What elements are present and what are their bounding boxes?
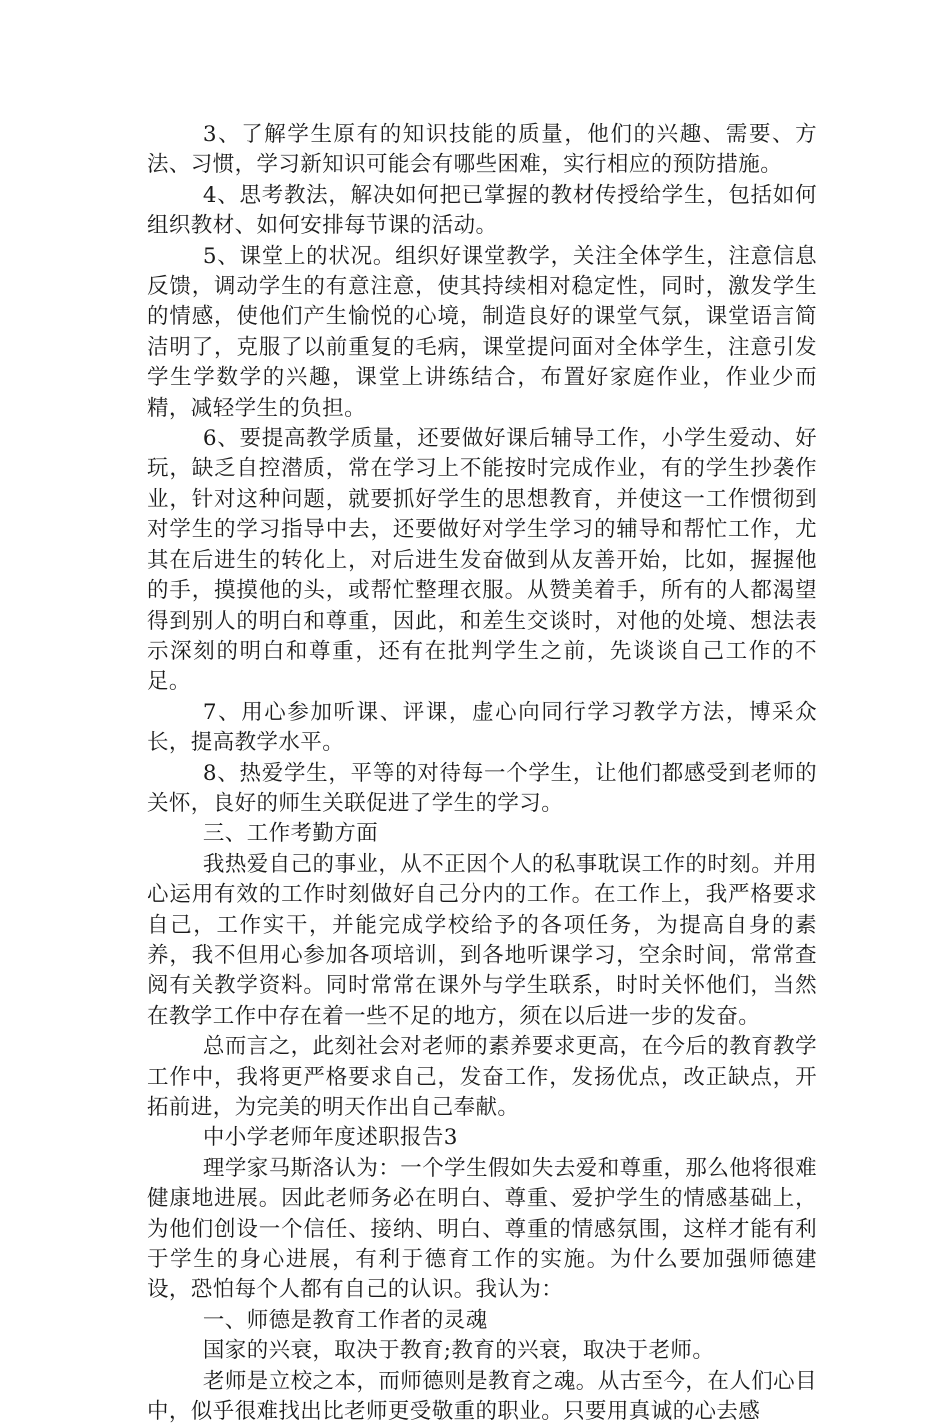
paragraph-item-4: 4、思考教法，解决如何把已掌握的教材传授给学生，包括如何组织教材、如何安排每节课的活动。	[147, 182, 817, 239]
section-heading-attendance: 三、工作考勤方面	[202, 821, 379, 847]
paragraph-attendance: 我热爱自己的事业，从不正因个人的私事耽误工作的时刻。并用心运用有效的工作时刻做好自己分内的工作。在工作上，我严格要求自己，工作实干，并能完成学校给予的各项任务，为提高自身的素养，我不但用心参加各项培训，到各地听课学习，空余时间，常常查阅有关教学资料。同时常常在课外与学生联系，时时关怀他们，当然在教学工作中存在着一些不足的地方，须在以后进一步的发奋。	[147, 851, 817, 1029]
paragraph-item-6: 6、要提高教学质量，还要做好课后辅导工作，小学生爱动、好玩，缺乏自控潜质，常在学习上不能按时完成作业，有的学生抄袭作业，针对这种问题，就要抓好学生的思想教育，并使这一工作惯彻到对学生的学习指导中去，还要做好对学生学习的辅导和帮忙工作，尤其在后进生的转化上，对后进生发奋做到从友善开始，比如，握握他的手，摸摸他的头，或帮忙整理衣服。从赞美着手，所有的人都渴望得到别人的明白和尊重，因此，和差生交谈时，对他的处境、想法表示深刻的明白和尊重，还有在批判学生之前，先谈谈自己工作的不足。	[147, 426, 817, 695]
paragraph-teacher-foundation: 老师是立校之本，而师德则是教育之魂。从古至今，在人们心目中，似乎很难找出比老师更受敬重的职业。只要用真诚的心去感	[147, 1368, 817, 1425]
paragraph-nation: 国家的兴衰，取决于教育;教育的兴衰，取决于老师。	[202, 1338, 715, 1364]
paragraph-maslow: 理学家马斯洛认为：一个学生假如失去爱和尊重，那么他将很难健康地进展。因此老师务必在明白、尊重、爱护学生的情感基础上，为他们创设一个信任、接纳、明白、尊重的情感氛围，这样才能有利于学生的身心进展，有利于德育工作的实施。为什么要加强师德建设，恐怕每个人都有自己的认识。我认为：	[147, 1155, 817, 1303]
document-body	[147, 120, 817, 1427]
paragraph-item-8: 8、热爱学生，平等的对待每一个学生，让他们都感受到老师的关怀，良好的师生关联促进了学生的学习。	[147, 760, 817, 816]
paragraph-item-3: 3、了解学生原有的知识技能的质量，他们的兴趣、需要、方法、习惯，学习新知识可能会有哪些困难，实行相应的预防措施。	[147, 122, 817, 178]
report-title: 中小学老师年度述职报告3	[202, 1125, 458, 1151]
paragraph-item-7: 7、用心参加听课、评课，虚心向同行学习教学方法，博采众长，提高教学水平。	[147, 699, 817, 756]
paragraph-item-5: 5、课堂上的状况。组织好课堂教学，关注全体学生，注意信息反馈，调动学生的有意注意，使其持续相对稳定性，同时，激发学生的情感，使他们产生愉悦的心境，制造良好的课堂气氛，课堂语言简洁明了，克服了以前重复的毛病，课堂提问面对全体学生，注意引发学生学数学的兴趣，课堂上讲练结合，布置好家庭作业，作业少而精，减轻学生的负担。	[147, 243, 817, 421]
section-heading-ethics: 一、师德是教育工作者的灵魂	[202, 1307, 488, 1333]
paragraph-summary: 总而言之，此刻社会对老师的素养要求更高，在今后的教育教学工作中，我将更严格要求自己，发奋工作，发扬优点，改正缺点，开拓前进，为完美的明天作出自己奉献。	[147, 1034, 817, 1120]
